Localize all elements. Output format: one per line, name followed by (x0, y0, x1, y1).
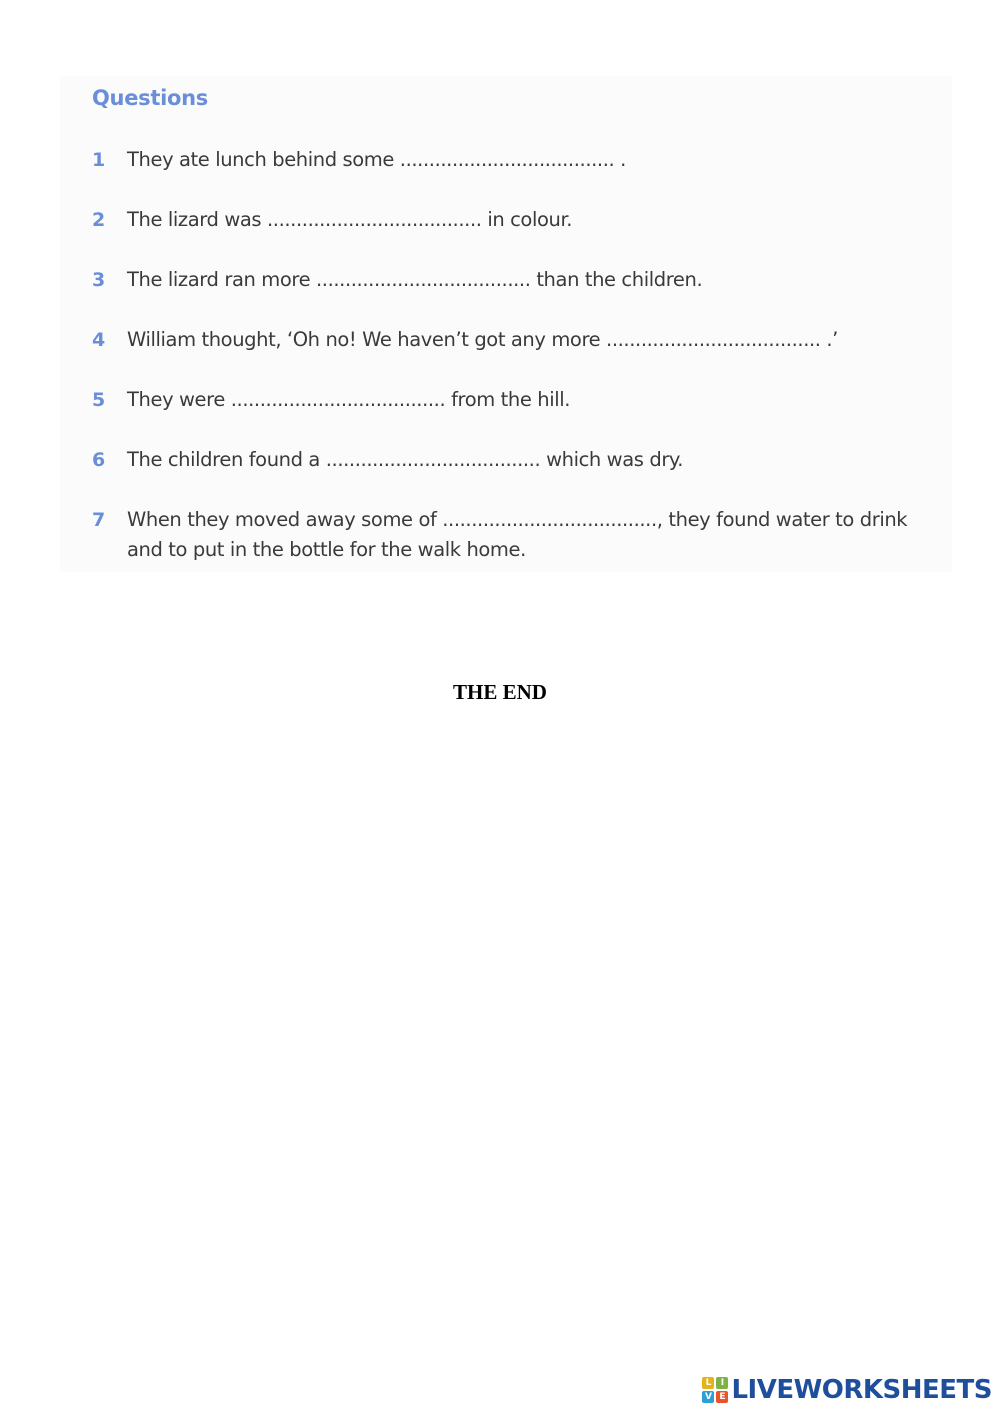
question-text: When they moved away some of ....................................., they found water to drink and to put in the bottle for the walk home. (127, 508, 908, 561)
liveworksheets-logo-icon (702, 1377, 728, 1403)
question-item (92, 205, 932, 235)
question-text: William thought, ‘Oh no! We haven’t got any more ..................................... .’ (127, 328, 838, 351)
question-number: 6 (92, 449, 105, 471)
question-text: The lizard ran more ..................................... than the children. (127, 268, 703, 291)
logo-letter: I (716, 1377, 728, 1389)
liveworksheets-watermark (702, 1375, 992, 1405)
questions-heading: Questions (92, 86, 208, 110)
question-item (92, 145, 932, 175)
question-item (92, 445, 932, 475)
the-end-title: THE END (453, 680, 547, 704)
logo-letter: V (702, 1391, 714, 1403)
logo-letter: E (716, 1391, 728, 1403)
question-number: 1 (92, 149, 105, 171)
question-item (92, 265, 932, 295)
question-text: The lizard was ..................................... in colour. (127, 208, 573, 231)
logo-letter: L (702, 1377, 714, 1389)
question-item (92, 385, 932, 415)
question-text: They ate lunch behind some ..................................... . (127, 148, 626, 171)
question-item (92, 325, 932, 355)
question-text: They were ..................................... from the hill. (127, 388, 571, 411)
question-item (92, 505, 932, 565)
question-number: 4 (92, 329, 105, 351)
question-number: 2 (92, 209, 105, 231)
watermark-text: LIVEWORKSHEETS (731, 1375, 992, 1405)
question-number: 5 (92, 389, 105, 411)
question-text: The children found a ..................................... which was dry. (127, 448, 684, 471)
question-number: 3 (92, 269, 105, 291)
question-number: 7 (92, 509, 105, 531)
